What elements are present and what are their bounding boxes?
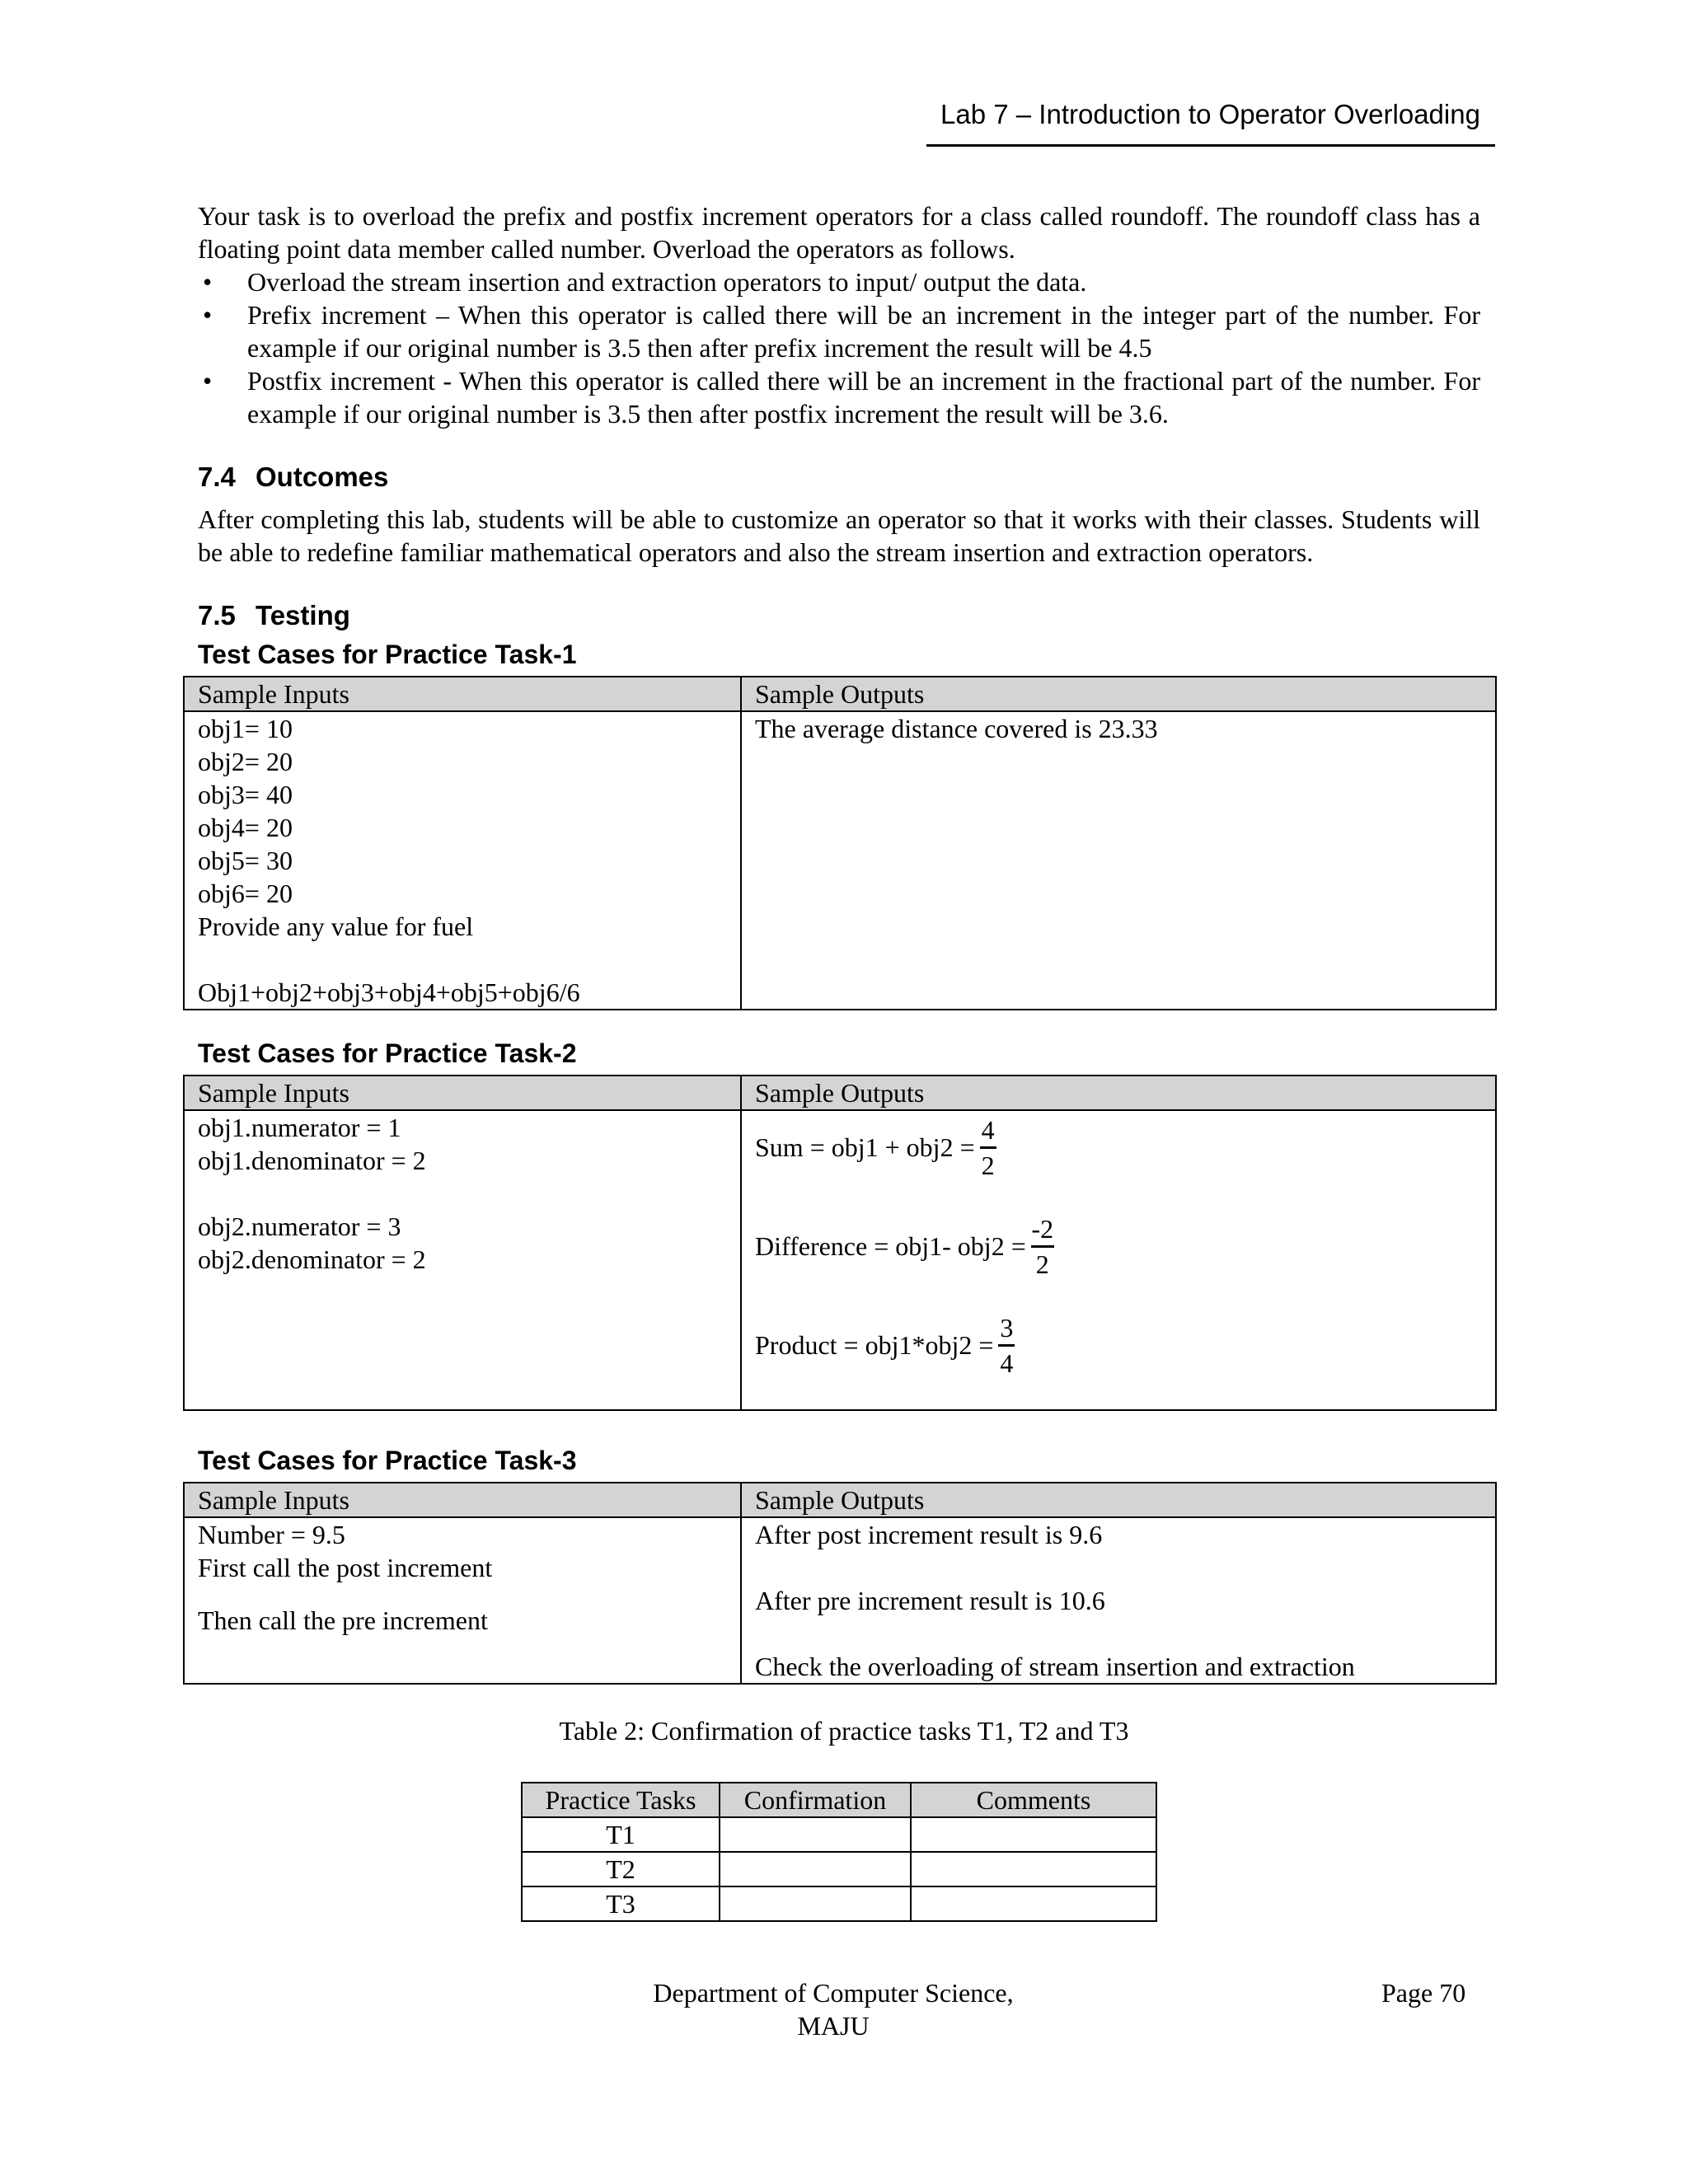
intro-bullets: [198, 265, 1480, 430]
sum-fraction: $\frac{4}{2}$: [981, 1114, 995, 1180]
page-header-title: Lab 7 – Introduction to Operator Overloading: [940, 99, 1480, 129]
confirmation-cell[interactable]: [720, 1817, 911, 1852]
confirmation-cell[interactable]: [720, 1886, 911, 1921]
confirmation-cell[interactable]: [720, 1852, 911, 1886]
task1-col-inputs: Sample Inputs: [184, 677, 741, 711]
bullet-icon: •: [203, 267, 213, 297]
comments-cell[interactable]: [911, 1817, 1156, 1852]
section-heading-testing: 7.5 Testing: [198, 600, 350, 630]
task1-outputs-cell: The average distance covered is 23.33: [741, 711, 1496, 1010]
task2-col-outputs: Sample Outputs: [741, 1076, 1496, 1110]
product-fraction: $\frac{3}{4}$: [1000, 1312, 1014, 1378]
product-output: Product = obj1*obj2 = $\frac{3}{4}$: [755, 1312, 1014, 1378]
task2-col-inputs: Sample Inputs: [184, 1076, 741, 1110]
fraction-bar: [980, 1146, 996, 1149]
bullet-icon: •: [203, 300, 213, 330]
task3-inputs-cell: Number = 9.5 First call the post increment Then call the pre increment: [184, 1517, 741, 1684]
task2-heading: Test Cases for Practice Task-2: [198, 1038, 577, 1068]
task1-col-outputs: Sample Outputs: [741, 677, 1496, 711]
fraction-bar: [998, 1344, 1015, 1347]
section-heading-outcomes: 7.4 Outcomes: [198, 462, 389, 492]
intro-paragraph: Your task is to overload the prefix and postfix increment operators for a class called roundoff. The roundoff class has a floating point data member called number. Overload the operators as follows.: [198, 201, 1480, 264]
page-number: Page 70: [1381, 1978, 1466, 2008]
difference-output: Difference = obj1- obj2 = $\frac{-2}{2}$: [755, 1213, 1054, 1279]
difference-fraction: $\frac{-2}{2}$: [1031, 1213, 1054, 1279]
table-row: [522, 1817, 1156, 1852]
comments-cell[interactable]: [911, 1886, 1156, 1921]
footer-department: Department of Computer Science, MAJU: [653, 1978, 1014, 2041]
conf-col-confirmation: Confirmation: [720, 1783, 911, 1817]
comments-cell[interactable]: [911, 1852, 1156, 1886]
conf-col-tasks: Practice Tasks: [522, 1783, 720, 1817]
bullet-item: • Prefix increment – When this operator is called there will be an increment in the integer part of the number. For example if our original number is 3.5 then after prefix increment the result will be 4.5: [203, 300, 1480, 363]
task3-col-outputs: Sample Outputs: [741, 1483, 1496, 1517]
task-label: T3: [522, 1886, 720, 1921]
task3-table: [183, 1482, 1497, 1685]
task1-table: [183, 676, 1497, 1010]
table-row: [522, 1886, 1156, 1921]
fraction-bar: [1031, 1245, 1054, 1248]
task-label: T1: [522, 1817, 720, 1852]
header-rule: [926, 144, 1495, 147]
outcomes-paragraph: After completing this lab, students will be able to customize an operator so that it works with their classes. Students will be able to redefine familiar mathematical operators and also the stream insertion and extraction operators.: [198, 504, 1480, 567]
bullet-item: • Overload the stream insertion and extraction operators to input/ output the data.: [203, 267, 1087, 297]
task3-heading: Test Cases for Practice Task-3: [198, 1446, 577, 1475]
bullet-icon: •: [203, 366, 213, 396]
task-label: T2: [522, 1852, 720, 1886]
sum-output: Sum = obj1 + obj2 = $\frac{4}{2}$: [755, 1114, 995, 1180]
bullet-item: • Postfix increment - When this operator is called there will be an increment in the fractional part of the number. For example if our original number is 3.5 then after postfix increment the result will be 3.6.: [203, 366, 1480, 429]
table-row: [522, 1852, 1156, 1886]
task2-outputs-cell: [741, 1110, 1496, 1410]
task3-col-inputs: Sample Inputs: [184, 1483, 741, 1517]
table-caption: Table 2: Confirmation of practice tasks T1, T2 and T3: [559, 1716, 1129, 1746]
task1-inputs-cell: obj1= 10 obj2= 20 obj3= 40 obj4= 20 obj5= 30 obj6= 20 Provide any value for fuel Obj1+obj2+obj3+obj4+obj5+obj6/6: [184, 711, 741, 1010]
task1-heading: Test Cases for Practice Task-1: [198, 640, 577, 669]
task2-inputs-cell: obj1.numerator = 1 obj1.denominator = 2 obj2.numerator = 3 obj2.denominator = 2: [184, 1110, 741, 1410]
task3-outputs-cell: After post increment result is 9.6 After pre increment result is 10.6 Check the overloading of stream insertion and extraction: [741, 1517, 1496, 1684]
conf-col-comments: Comments: [911, 1783, 1156, 1817]
task2-table: [183, 1075, 1497, 1411]
confirmation-table: [521, 1782, 1157, 1922]
